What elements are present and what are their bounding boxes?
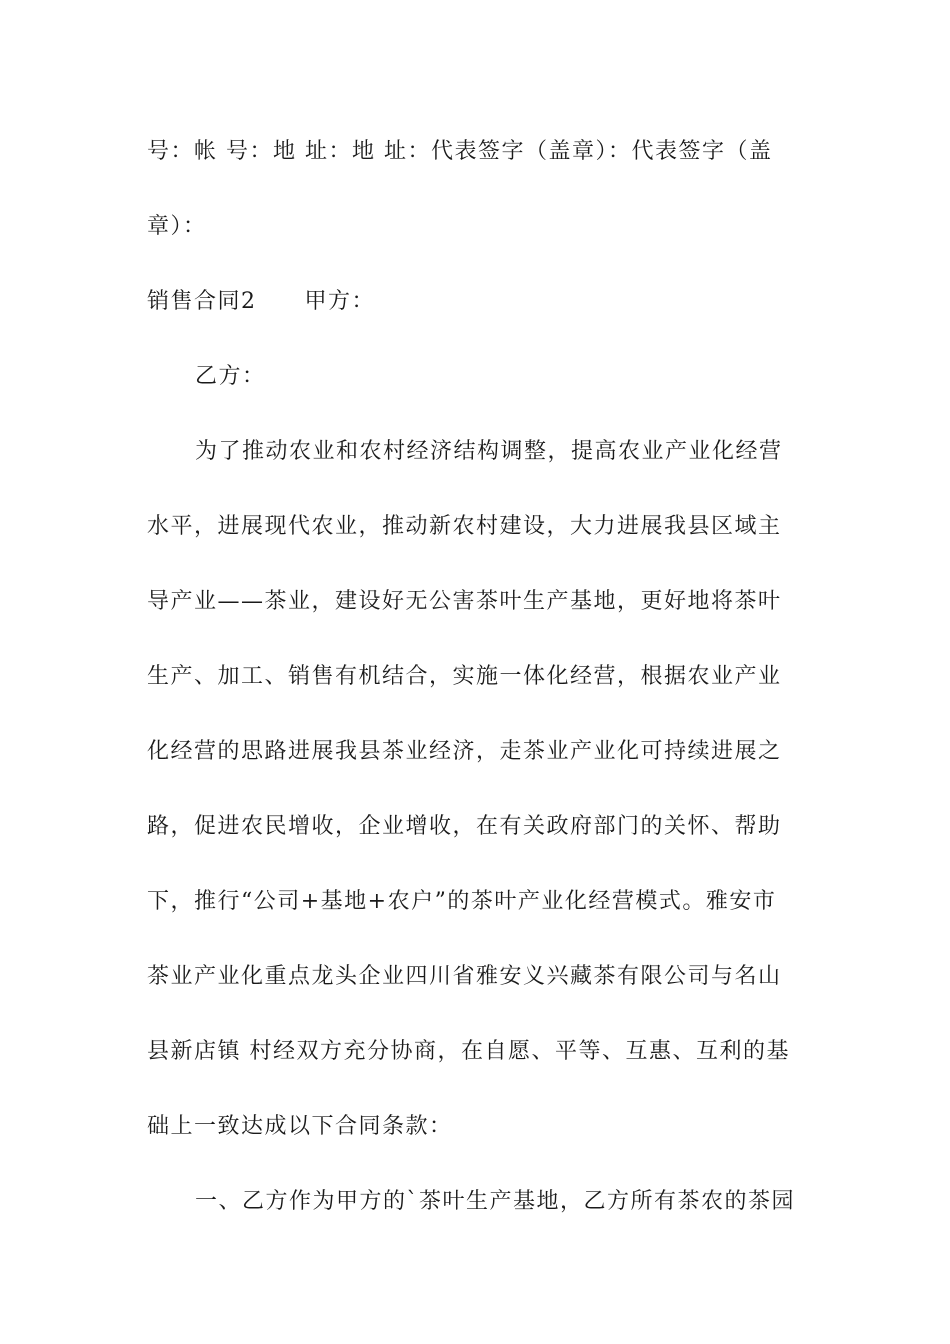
paragraph-line-5: 化经营的思路进展我县茶业经济，走茶业产业化可持续进展之 [147, 739, 782, 764]
text-line-1: 号：帐 号：地 址：地 址：代表签字（盖章）：代表签字（盖 [147, 139, 773, 164]
party-b-label: 乙方： [195, 364, 266, 389]
contract-heading-line [147, 287, 807, 317]
paragraph-line-4: 生产、加工、销售有机结合，实施一体化经营，根据农业产业 [147, 664, 782, 689]
paragraph-line-7: 下，推行“公司+基地+农户”的茶叶产业化经营模式。雅安市 [147, 889, 777, 914]
paragraph-line-9: 县新店镇 村经双方充分协商，在自愿、平等、互惠、互利的基 [147, 1039, 790, 1064]
party-a-label: 甲方： [304, 289, 376, 314]
paragraph-line-1: 为了推动农业和农村经济结构调整，提高农业产业化经营 [195, 439, 783, 464]
paragraph-line-2: 水平，进展现代农业，推动新农村建设，大力进展我县区域主 [147, 514, 782, 539]
paragraph-line-3: 导产业——茶业，建设好无公害茶叶生产基地，更好地将茶叶 [147, 589, 782, 614]
paragraph-line-8: 茶业产业化重点龙头企业四川省雅安义兴藏茶有限公司与名山 [147, 964, 782, 989]
contract-title: 销售合同2 [147, 289, 257, 314]
paragraph-line-6: 路，促进农民增收，企业增收，在有关政府部门的关怀、帮助 [147, 814, 782, 839]
clause-one-line: 一、乙方作为甲方的`茶叶生产基地，乙方所有茶农的茶园 [195, 1189, 796, 1214]
text-line-2: 章）： [147, 214, 207, 239]
paragraph-line-10: 础上一致达成以下合同条款： [147, 1114, 453, 1139]
